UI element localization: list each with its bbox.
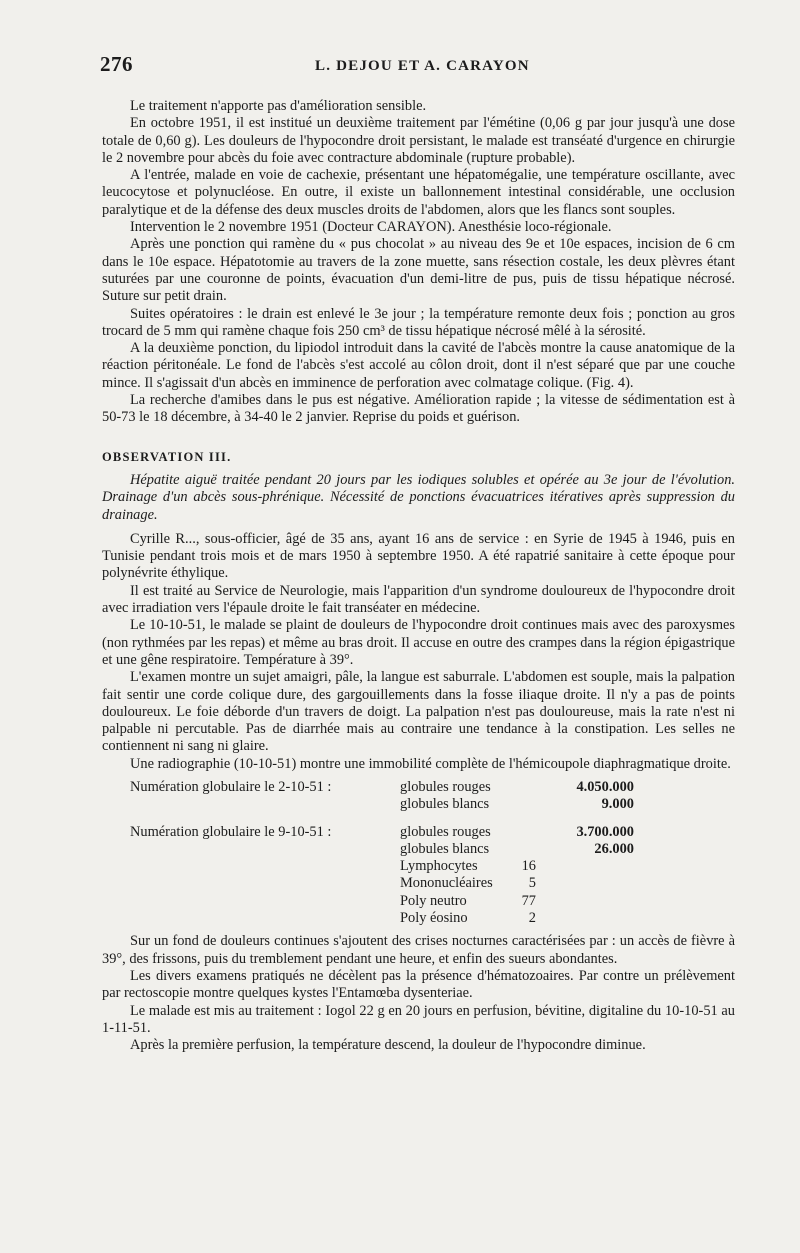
paragraph: Intervention le 2 novembre 1951 (Docteur CARAYON). Anesthésie loco-régionale. xyxy=(130,219,612,236)
running-head xyxy=(100,52,740,80)
count-row xyxy=(102,841,735,858)
formula-name: Mononucléaires xyxy=(400,875,493,892)
count-value: 3.700.000 xyxy=(576,823,634,840)
count-item: globules rouges xyxy=(400,778,491,795)
count-label: Numération globulaire le 9-10-51 : xyxy=(130,823,332,840)
paragraph: La recherche d'amibes dans le pus est négative. Amélioration rapide ; la vitesse de sédimentation est à 50-73 le 18 décembre, à 34-40 le 2 janvier. Reprise du poids et guérison. xyxy=(102,392,735,426)
observation-heading: OBSERVATION III. xyxy=(102,449,232,464)
paragraph: L'examen montre un sujet amaigri, pâle, la langue est saburrale. L'abdomen est souple, mais la palpation fait sentir une corde colique dure, des gargouillements dans la fosse iliaque droite. Il n'y a pas de points douloureux. Le foie déborde d'un travers de doigt. La palpation n'est pas douloureuse, mais la rate n'est ni palpable ni percutable. Pas de diarrhée mais au contraire une tendance à la constipation. Les selles ne contiennent ni sang ni glaire. xyxy=(102,669,735,755)
paragraph: A l'entrée, malade en voie de cachexie, présentant une hépatomégalie, une température oscillante, avec leucocytose et polynucléose. En outre, il existe un ballonnement intestinal considérable, une occlusion paralytique et de la défense des deux muscles droits de l'abdomen, alors que les flancs sont souples. xyxy=(102,167,735,218)
count-item: globules blancs xyxy=(400,796,490,813)
formula-name: Lymphocytes xyxy=(400,858,478,875)
page-number: 276 xyxy=(100,52,133,76)
formula-row xyxy=(102,875,735,892)
blood-count-table xyxy=(102,779,735,927)
formula-value: 16 xyxy=(521,858,536,875)
paragraph: En octobre 1951, il est institué un deuxième traitement par l'émétine (0,06 g par jour jusqu'à une dose totale de 0,60 g). Les douleurs de l'hypocondre droit persistant, le malade est transéaté d'urgence en chirurgie le 2 novembre pour abcès du foie avec contracture abdominale (rupture probable). xyxy=(102,115,735,166)
paragraph: Le malade est mis au traitement : Iogol 22 g en 20 jours en perfusion, bévitine, digitaline du 10-10-51 au 1-11-51. xyxy=(102,1002,735,1036)
paragraph: Une radiographie (10-10-51) montre une immobilité complète de l'hémicoupole diaphragmatique droite. xyxy=(130,755,731,772)
count-item: globules rouges xyxy=(400,823,491,840)
paragraph: Cyrille R..., sous-officier, âgé de 35 ans, ayant 16 ans de service : en Syrie de 1945 à 1946, puis en Tunisie pendant trois mois et de mars 1950 à septembre 1950. A été rapatrié sanitaire à cette époque pour polynévrite éthylique. xyxy=(102,530,735,582)
count-row xyxy=(102,796,735,813)
observation-summary: Hépatite aiguë traitée pendant 20 jours par les iodiques solubles et opérée au 3e jour de l'évolution. Drainage d'un abcès sous-phrénique. Nécessité de ponctions évacuatrices itératives après suppression du drainage. xyxy=(102,471,735,523)
header-authors: L. DEJOU ET A. CARAYON xyxy=(315,58,530,74)
paragraph: Sur un fond de douleurs continues s'ajoutent des crises nocturnes caractérisées par : un accès de fièvre à 39°, des frissons, puis du tremblement pendant une heure, et enfin des sueurs abondantes. xyxy=(102,933,735,967)
paragraph: Le 10-10-51, le malade se plaint de douleurs de l'hypocondre droit continues mais avec des paroxysmes (non rythmées par les repas) et même au bras droit. Il accuse en outre des crampes dans la région épigastrique et une gêne respiratoire. Température à 39°. xyxy=(102,617,735,668)
count-label xyxy=(102,841,400,858)
paragraph: A la deuxième ponction, du lipiodol introduit dans la cavité de l'abcès montre la cause anatomique de la réaction péritonéale. Le fond de l'abcès s'est accolé au côlon droit, dont il n'est séparé que par une couche mince. Il s'agissait d'un abcès en imminence de perforation avec colmatage colique. (Fig. 4). xyxy=(102,340,735,391)
formula-name: Poly neutro xyxy=(400,892,467,909)
formula-row xyxy=(102,893,735,910)
paragraph: Le traitement n'apporte pas d'amélioration sensible. xyxy=(130,98,427,114)
count-row xyxy=(102,779,735,796)
formula-row xyxy=(102,858,735,875)
count-value: 4.050.000 xyxy=(576,778,634,795)
count-row xyxy=(102,824,735,841)
paragraph: Après une ponction qui ramène du « pus chocolat » au niveau des 9e et 10e espaces, incision de 6 cm dans le 10e espace. Hépatotomie au travers de la zone muette, sans résection costale, les deux plèvres étant suturées par une couronne de points, évacuation d'un demi-litre de pus, puis de tissu hépatique nécrosé. Suture sur petit drain. xyxy=(102,236,735,305)
formula-value: 5 xyxy=(528,875,536,892)
count-label xyxy=(102,796,400,813)
formula-row xyxy=(102,910,735,927)
count-item: globules blancs xyxy=(400,840,490,857)
paragraph: Après la première perfusion, la température descend, la douleur de l'hypocondre diminue. xyxy=(130,1037,646,1054)
article-body xyxy=(102,98,735,1054)
paragraph: Il est traité au Service de Neurologie, mais l'apparition d'un syndrome douloureux de l'hypocondre droit avec irradiation vers l'épaule droite le fait transéater en médecine. xyxy=(102,582,735,617)
count-label: Numération globulaire le 2-10-51 : xyxy=(130,778,332,795)
count-value: 9.000 xyxy=(601,796,634,813)
formula-value: 77 xyxy=(521,892,536,909)
formula-name: Poly éosino xyxy=(400,910,468,927)
paragraph: Suites opératoires : le drain est enlevé le 3e jour ; la température remonte deux fois ; ponction au gros trocard de 5 mm qui ramène chaque fois 250 cm³ de tissu hépatique nécrosé mêlé à la sérosité. xyxy=(102,305,735,339)
paragraph: Les divers examens pratiqués ne décèlent pas la présence d'hématozoaires. Par contre un prélèvement par rectoscopie montre quelques kystes l'Entamœba dysenteriae. xyxy=(102,967,735,1002)
count-value: 26.000 xyxy=(594,840,634,857)
formula-value: 2 xyxy=(528,910,536,927)
